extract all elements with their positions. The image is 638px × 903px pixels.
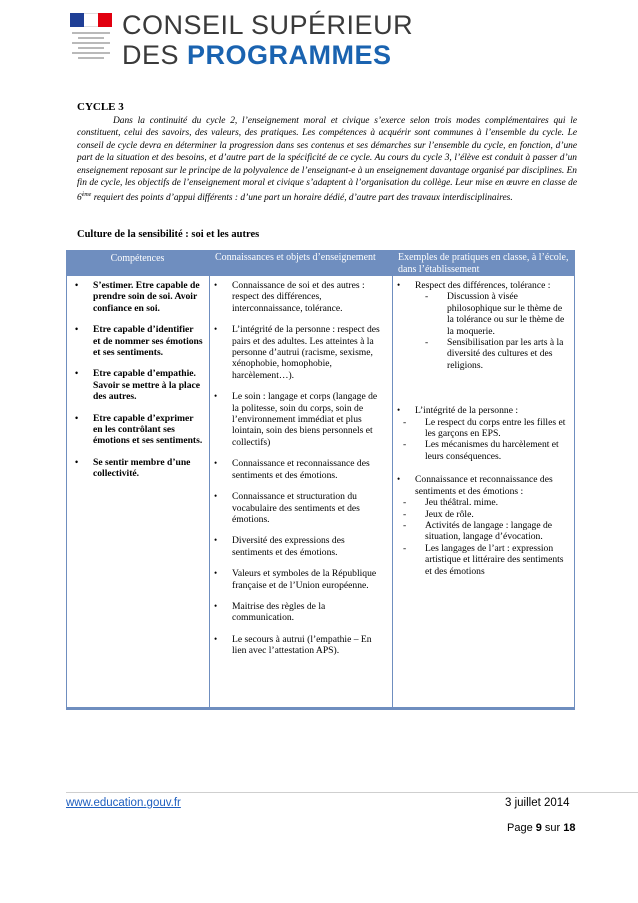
intro-paragraph: [77, 115, 577, 205]
list-item: [397, 474, 568, 497]
list-item: [75, 324, 203, 358]
competences-table: [66, 250, 575, 709]
list-item: [397, 405, 568, 416]
connaissance-text: Connaissance et reconnaissance des sentiments et des émotions.: [232, 458, 370, 481]
dash: -: [425, 337, 429, 349]
connaissance-text: Valeurs et symboles de la République française et de l’Union européenne.: [232, 568, 377, 591]
list-item: [75, 457, 203, 480]
bullet: •: [214, 391, 218, 402]
sub-list-item: [403, 509, 568, 520]
sub-list-item: [403, 439, 568, 462]
sub-item-text: Sensibilisation par les arts à la diversité des cultures et des religions.: [447, 337, 564, 371]
intro-part-1: Dans la continuité du cycle 2, l’enseignement moral et civique s’exerce selon trois modes complémentaires qui le constituent, celui des savoirs, des valeurs, des pratiques. Les compétences à acquérir sont communes à l’ensemble du cycle. Le conseil de cycle devra en déterminer la progression dans ses contenus et ses démarches sur l’ensemble du cycle, en fonction, d’une part de la situation et des besoins, et d’autre part de la spécificité de ce cycle. Au cours du cycle 3, l’élève est conduit à passer d’un enseignement reposant sur le principe de la polyvalence de l’enseignant-e à un enseignement davantage organisé par disciplines. En fin de cycle, les objectifs de l’enseignement moral et civique s’adaptent à l’organisation du collège. Leur mise en œuvre en classe de 6: [77, 116, 577, 204]
bullet: •: [214, 324, 218, 335]
list-item: [75, 280, 203, 314]
bullet: •: [397, 405, 401, 416]
list-item: [214, 324, 386, 381]
dash: -: [403, 416, 407, 428]
bullet: •: [214, 280, 218, 290]
connaissance-text: Connaissance de soi et des autres : respect des différences, interconnaissance, tolérance.: [232, 280, 365, 314]
header-exemples: Exemples de pratiques en classe, à l’école, dans l’établissement: [398, 252, 569, 275]
section-title: Culture de la sensibilité : soi et les autres: [77, 229, 260, 240]
bullet: •: [214, 633, 218, 644]
footer-divider: [66, 792, 638, 793]
footer-link[interactable]: www.education.gouv.fr: [66, 797, 181, 809]
dash: -: [403, 439, 407, 451]
bullet: •: [75, 368, 79, 379]
dash: -: [403, 542, 407, 554]
exemples-column: [393, 276, 574, 708]
sub-item-text: Les mécanismes du harcèlement et leurs conséquences.: [425, 439, 559, 462]
brand-line-2-prefix: DES: [122, 40, 188, 70]
sub-item-text: Jeu théâtral. mime.: [425, 497, 498, 509]
french-flag-icon: [70, 13, 112, 27]
cycle-title: CYCLE 3: [77, 101, 124, 113]
competence-text: Etre capable d’exprimer en les contrôlant ses émotions et ses sentiments.: [93, 412, 203, 447]
page-prefix: Page: [507, 822, 536, 834]
list-item: [214, 280, 386, 314]
bullet: •: [75, 412, 79, 423]
competence-text: Etre capable d’identifier et de nommer ses émotions et ses sentiments.: [93, 324, 203, 359]
connaissance-text: Le secours à autrui (l’empathie – En lien avec l’attestation APS).: [232, 633, 372, 657]
dash: -: [403, 508, 407, 520]
bullet: •: [397, 474, 401, 485]
sub-list-item: [425, 337, 568, 371]
exemple-text: Connaissance et reconnaissance des sentiments et des émotions :: [415, 474, 553, 497]
brand-line-2: [122, 40, 413, 70]
connaissance-text: Le soin : langage et corps (langage de la politesse, soin du corps, soin de l’environnement immédiat et plus lointain, soin des biens personnels et collectifs): [232, 391, 378, 448]
list-item: [397, 280, 568, 291]
list-item: [214, 634, 386, 657]
bullet: •: [75, 280, 79, 290]
competence-text: Etre capable d’empathie. Savoir se mettre à la place des autres.: [93, 368, 201, 403]
page-number: [507, 822, 576, 834]
dash: -: [425, 291, 429, 303]
bullet: •: [75, 456, 79, 467]
header-competences: Compétences: [110, 253, 165, 264]
sub-item-text: Jeux de rôle.: [425, 508, 474, 520]
list-item: [214, 535, 386, 558]
sub-list-item: [403, 520, 568, 543]
brand-name: [122, 10, 413, 70]
connaissance-text: Maitrise des règles de la communication.: [232, 600, 326, 624]
exemple-text: L’intégrité de la personne :: [415, 405, 519, 417]
list-item: [75, 413, 203, 447]
exemple-text: Respect des différences, tolérance :: [415, 280, 551, 291]
bullet: •: [214, 568, 218, 579]
competence-text: S’estimer. Etre capable de prendre soin de soi. Avoir confiance en soi.: [93, 280, 200, 314]
ministry-text-lines: [72, 32, 110, 62]
header-connaissances: Connaissances et objets d’enseignement: [215, 252, 376, 263]
list-item: [214, 458, 386, 481]
bullet: •: [397, 280, 401, 290]
page-mid: sur: [541, 822, 564, 834]
table-bottom-border: [66, 707, 575, 710]
bullet: •: [75, 324, 79, 335]
brand-line-2-bold: PROGRAMMES: [187, 40, 392, 70]
csp-logo: [68, 10, 414, 70]
table-header: [66, 250, 575, 276]
connaissance-text: Diversité des expressions des sentiments et des émotions.: [232, 535, 345, 558]
list-item: [75, 368, 203, 402]
intro-part-2: requiert des points d’appui différents : d’une part un horaire dédié, d’autre part des travaux interdisciplinaires.: [91, 193, 513, 204]
page-total: 18: [563, 822, 576, 834]
list-item: [214, 491, 386, 525]
sub-list-item: [425, 291, 568, 337]
bullet: •: [214, 535, 218, 546]
list-item: [214, 601, 386, 624]
bullet: •: [214, 458, 218, 469]
marianne-logo: [68, 10, 114, 68]
sub-item-text: Le respect du corps entre les filles et les garçons en EPS.: [425, 416, 566, 440]
sub-item-text: Activités de langage : langage de situation, langage d’évocation.: [425, 519, 553, 543]
competences-column: [67, 276, 210, 708]
table-body: [66, 276, 575, 709]
list-item: [214, 568, 386, 591]
page-current: 9: [535, 822, 542, 834]
sub-item-text: Discussion à visée philosophique sur le thème de la tolérance ou sur le thème de la moquerie.: [447, 291, 565, 337]
dash: -: [403, 519, 407, 531]
sub-list-item: [403, 543, 568, 577]
list-item: [214, 391, 386, 448]
bullet: •: [214, 600, 218, 611]
sub-list-item: [403, 497, 568, 508]
sub-item-text: Les langages de l’art : expression artistique et littéraire des sentiments et des émotions: [425, 542, 564, 577]
bullet: •: [214, 491, 218, 502]
dash: -: [403, 497, 407, 509]
brand-line-1: CONSEIL SUPÉRIEUR: [122, 10, 414, 40]
footer-date: 3 juillet 2014: [505, 797, 570, 809]
sub-list-item: [403, 417, 568, 440]
connaissance-text: L’intégrité de la personne : respect des pairs et des adultes. Les atteintes à la personne d’autrui (racisme, sexisme, xénophobie, homophobie, harcèlement…).: [232, 324, 380, 381]
connaissances-column: [210, 276, 393, 708]
intro-sup: ème: [81, 192, 92, 199]
connaissance-text: Connaissance et structuration du vocabulaire des sentiments et des émotions.: [232, 491, 360, 525]
competence-text: Se sentir membre d’une collectivité.: [93, 456, 191, 480]
